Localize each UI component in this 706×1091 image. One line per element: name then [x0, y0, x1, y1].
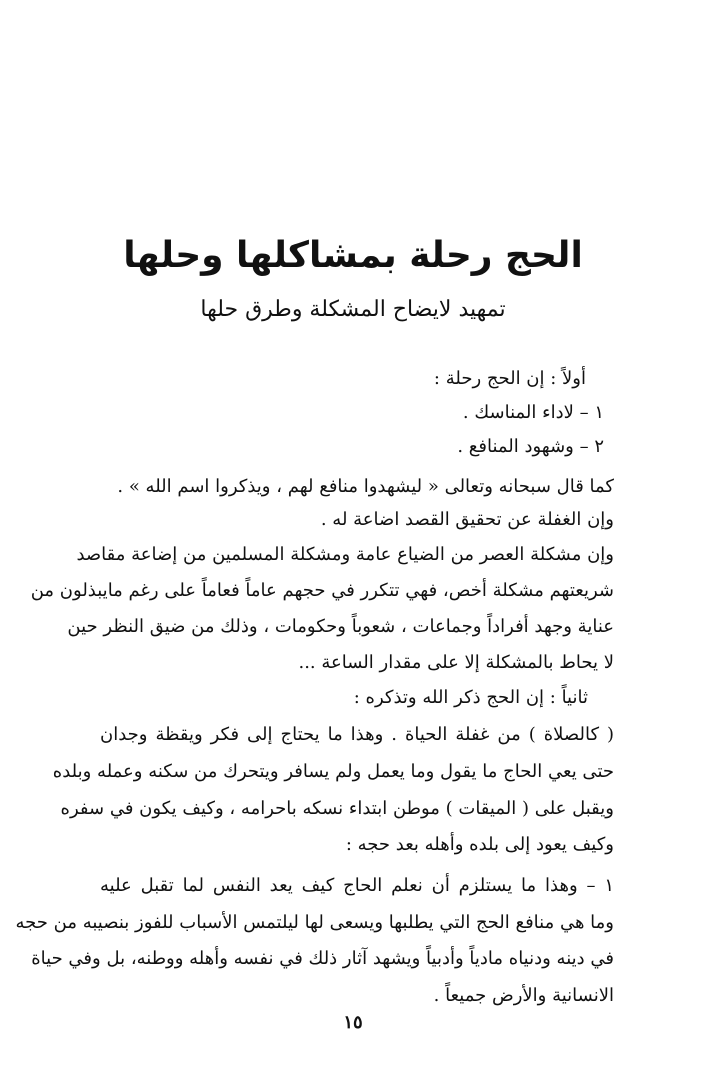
text-line: شريعتهم مشكلة أخص، فهي تتكرر في حجهم عاماً فعاماً على رغم مايبذلون من [30, 580, 614, 601]
text-line: في دينه ودنياه مادياً وأدبياً ويشهد آثار ذلك في نفسه وأهله ووطنه، بل وفي حياة [31, 948, 614, 969]
text-line: ويقبل على ( الميقات ) موطن ابتداء نسكه باحرامه ، وكيف يكون في سفره [60, 798, 614, 819]
text-line: ( كالصلاة ) من غفلة الحياة . وهذا ما يحتاج إلى فكر ويقظة وجدان [100, 724, 614, 745]
chapter-title: الحج رحلة بمشاكلها وحلها [123, 235, 583, 276]
chapter-subtitle: تمهيد لايضاح المشكلة وطرق حلها [200, 297, 506, 322]
text-line: ١ – لاداء المناسك . [462, 402, 604, 423]
text-line: ١ – وهذا ما يستلزم أن نعلم الحاج كيف يعد النفس لما تقبل عليه [100, 875, 614, 896]
text-line: ثانياً : إن الحج ذكر الله وتذكره : [353, 687, 588, 708]
text-line: ٢ – وشهود المنافع . [457, 436, 604, 457]
text-line: وكيف يعود إلى بلده وأهله بعد حجه : [345, 834, 614, 855]
text-line: وإن الغفلة عن تحقيق القصد اضاعة له . [320, 509, 614, 530]
text-line: عناية وجهد أفراداً وجماعات ، شعوباً وحكومات ، وذلك من ضيق النظر حين [67, 616, 614, 637]
page-number: ١٥ [343, 1012, 363, 1033]
text-line: وما هي منافع الحج التي يطلبها ويسعى لها ليلتمس الأسباب للفوز بنصيبه من حجه [15, 912, 614, 933]
text-line: الانسانية والأرض جميعاً . [433, 985, 614, 1006]
text-line: لا يحاط بالمشكلة إلا على مقدار الساعة ... [298, 652, 614, 673]
text-line: وإن مشكلة العصر من الضياع عامة ومشكلة المسلمين من إضاعة مقاصد [76, 544, 614, 565]
text-line: أولاً : إن الحج رحلة : [433, 368, 586, 389]
text-line: كما قال سبحانه وتعالى « ليشهدوا منافع لهم ، ويذكروا اسم الله » . [117, 476, 614, 497]
text-line: حتى يعي الحاج ما يقول وما يعمل ولم يسافر ويتحرك من سكنه وعمله وبلده [52, 761, 614, 782]
